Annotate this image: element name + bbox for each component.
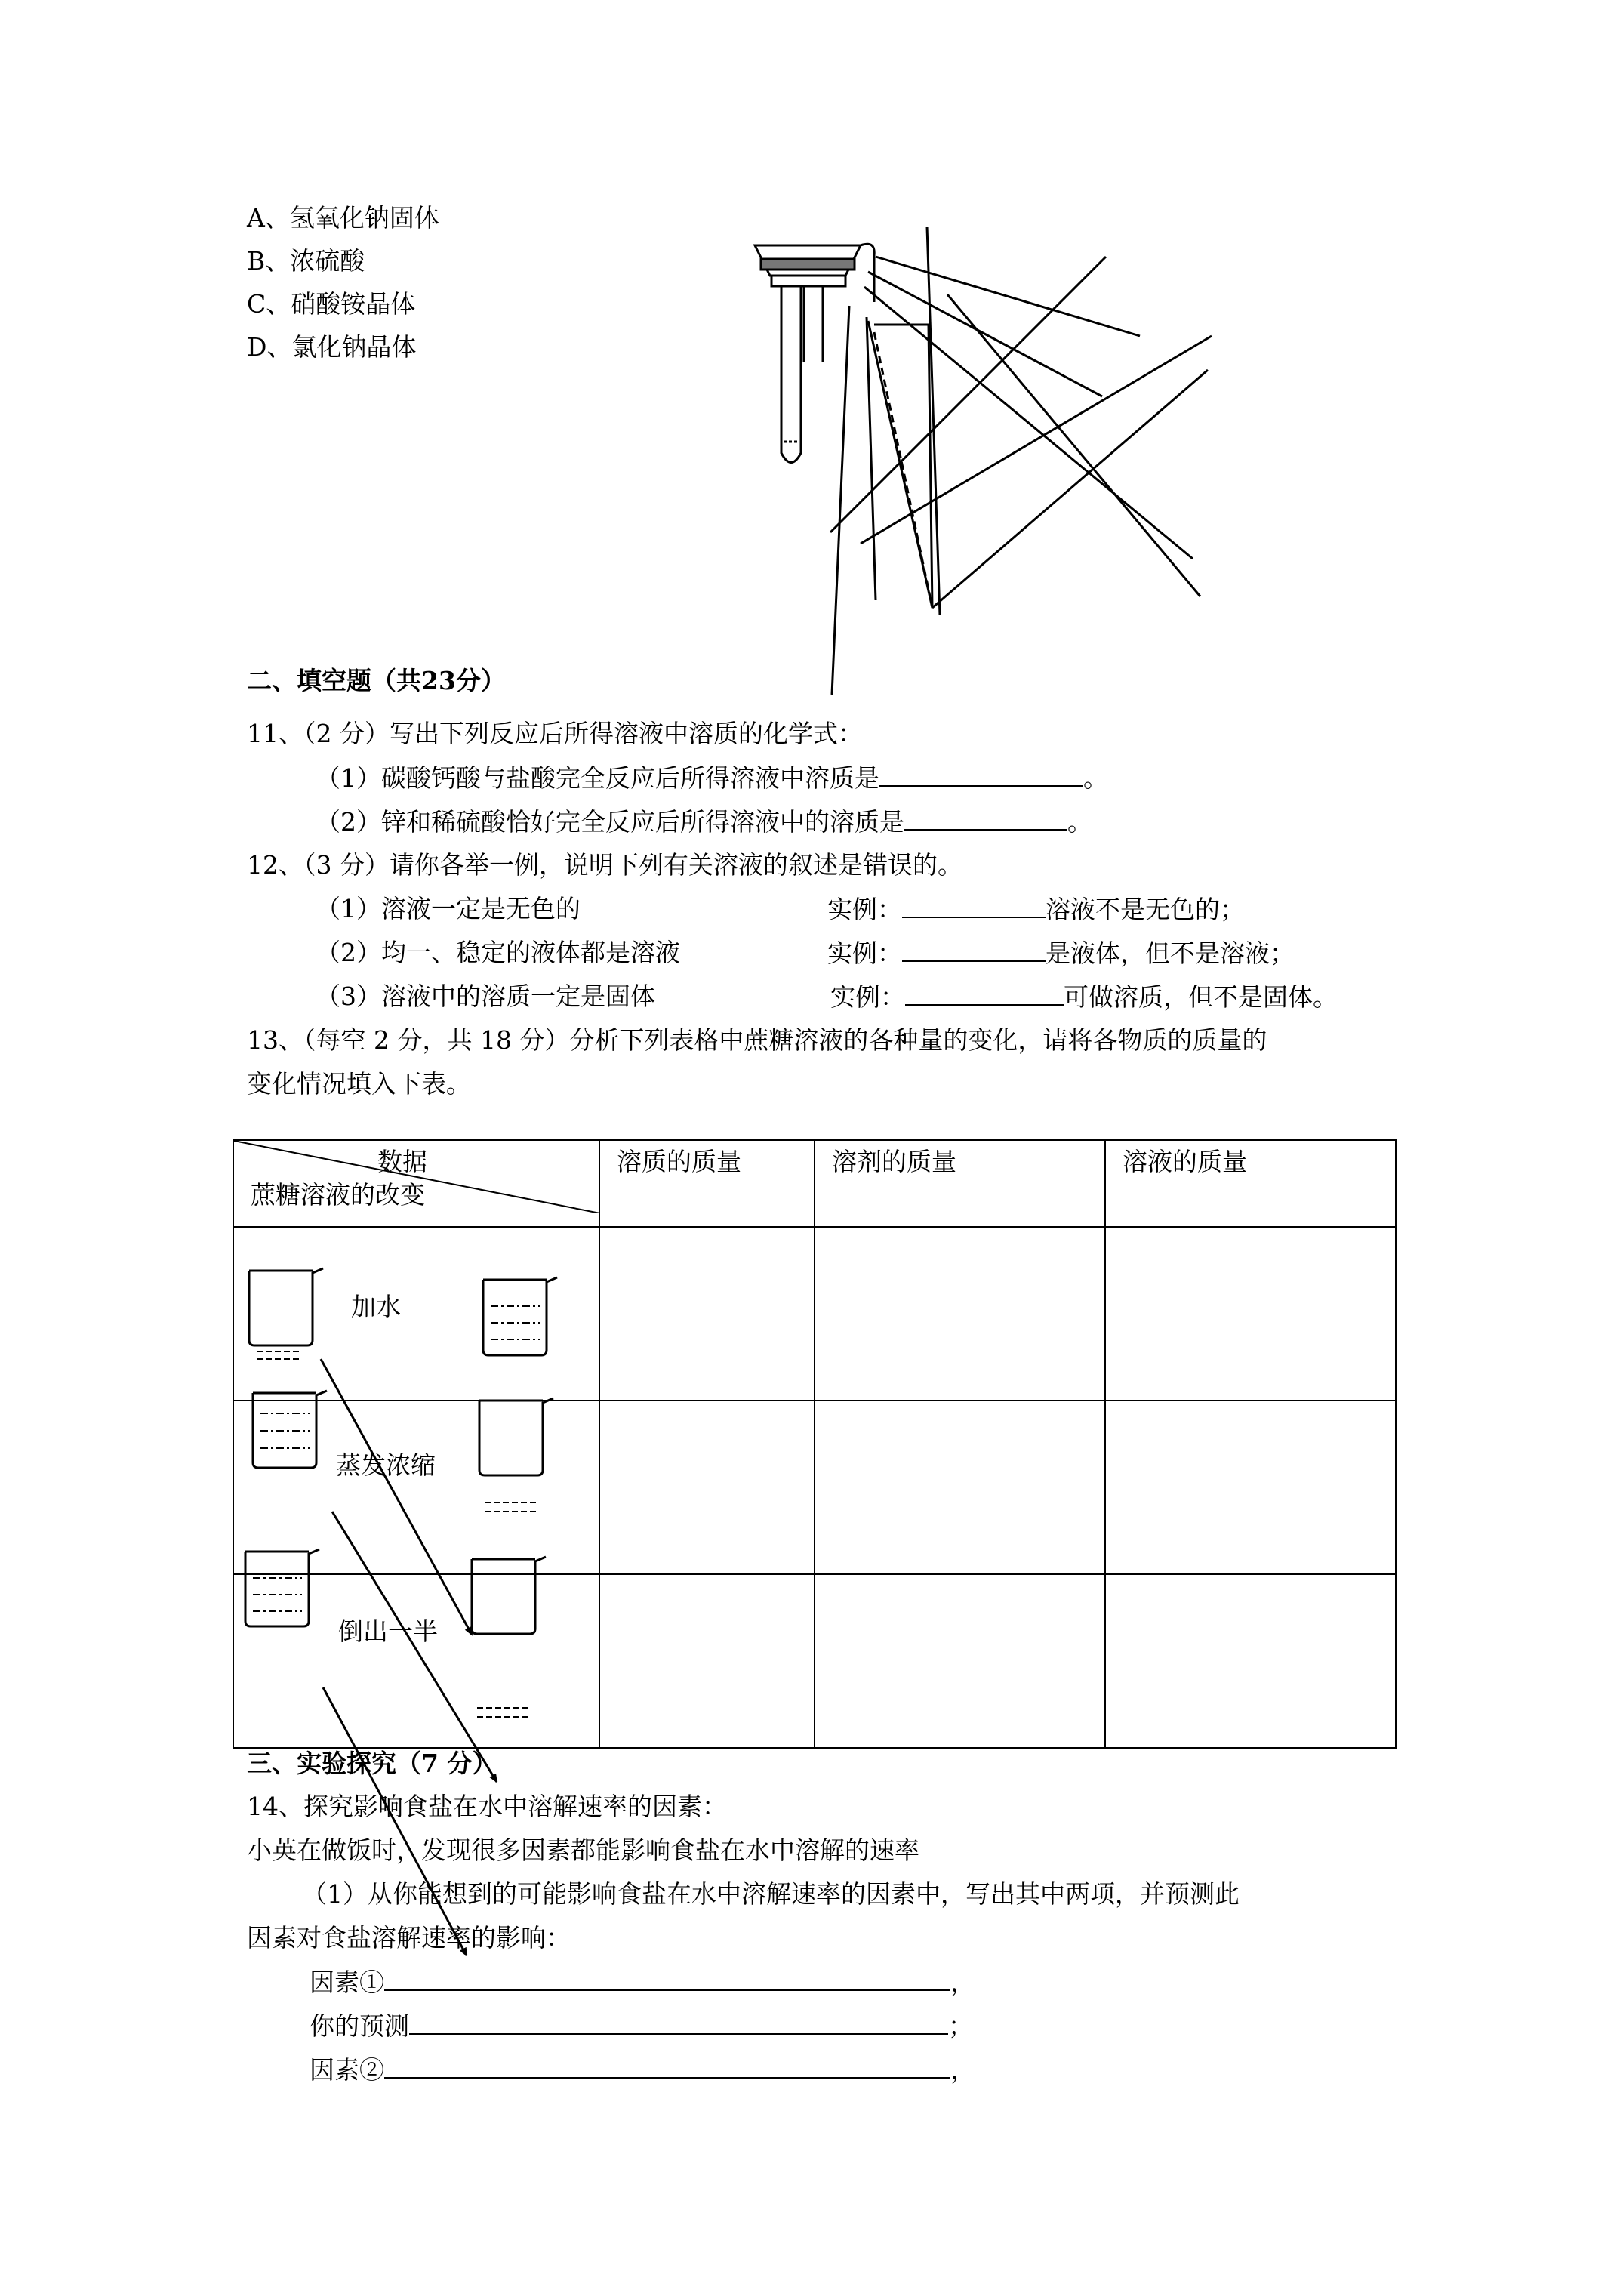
q14-sub1-line2: 因素对食盐溶解速率的影响： [247, 1923, 571, 1952]
q12-stem: 12、（3 分）请你各举一例，说明下列有关溶液的叙述是错误的。 [247, 850, 962, 880]
fill-factor-2-label: 因素② [310, 2055, 384, 2085]
q11-sub2-text: （2）锌和稀硫酸恰好完全反应后所得溶液中的溶质是 [316, 807, 904, 837]
fill-prediction-input[interactable] [409, 2011, 948, 2035]
fill-factor-1-end: ， [950, 1968, 975, 1997]
option-c: C、硝酸铵晶体 [247, 289, 416, 319]
section2-title: 二、填空题（共23分） [247, 666, 506, 695]
q13-line2: 变化情况填入下表。 [247, 1069, 471, 1099]
header-change-label: 蔗糖溶液的改变 [251, 1180, 425, 1210]
option-a: A、氢氧化钠固体 [247, 203, 439, 233]
fill-factor-2 [310, 2054, 975, 2085]
beaker-icon [249, 1268, 323, 1359]
fill-prediction [310, 2011, 973, 2042]
q12-item2-claim: （2）均一、稳定的液体都是溶液 [316, 938, 680, 967]
beaker-icon [253, 1391, 327, 1468]
fill-prediction-label: 你的预测 [310, 2011, 409, 2041]
q12-item2-suffix: 是液体，但不是溶液； [1046, 938, 1295, 968]
q12-item3-claim: （3）溶液中的溶质一定是固体 [316, 982, 655, 1011]
beaker-icon [483, 1277, 557, 1355]
section3-title: 三、实验探究（7 分） [247, 1749, 497, 1778]
q11-sub1-end: 。 [1083, 763, 1108, 793]
q12-item1-suffix: 溶液不是无色的； [1046, 895, 1245, 924]
col-solute-mass: 溶质的质量 [599, 1140, 815, 1227]
fill-prediction-end: ； [948, 2011, 973, 2041]
fill-factor-1-input[interactable] [384, 1967, 950, 1991]
fill-factor-1 [310, 1967, 975, 1998]
beaker-icon [479, 1398, 553, 1512]
header-data-label: 数据 [377, 1147, 427, 1176]
q11-stem: 11、（2 分）写出下列反应后所得溶液中溶质的化学式： [247, 719, 863, 748]
row-label-evaporate: 蒸发浓缩 [336, 1450, 436, 1481]
fill-factor-2-input[interactable] [384, 2054, 950, 2079]
q12-item3-suffix: 可做溶质，但不是固体。 [1064, 982, 1338, 1012]
beaker-icon [472, 1557, 546, 1717]
col-solvent-mass: 溶剂的质量 [815, 1140, 1105, 1227]
row-label-pour-half: 倒出一半 [338, 1616, 438, 1647]
q14-sub1-line1: （1）从你能想到的可能影响食盐在水中溶解速率的因素中，写出其中两项，并预测此 [302, 1879, 1240, 1909]
q11-sub1-text: （1）碳酸钙酸与盐酸完全反应后所得溶液中溶质是 [316, 763, 879, 793]
q11-sub2-end: 。 [1067, 807, 1092, 837]
beaker-icon [245, 1549, 319, 1626]
fill-factor-1-label: 因素① [310, 1968, 384, 1997]
q14-intro: 小英在做饭时，发现很多因素都能影响食盐在水中溶解的速率 [247, 1835, 919, 1865]
q14-title: 14、探究影响食盐在水中溶解速率的因素： [247, 1792, 727, 1821]
option-d: D、氯化钠晶体 [247, 332, 417, 362]
option-b: B、浓硫酸 [247, 246, 365, 276]
q12-item2-prefix: 实例： [827, 938, 902, 968]
q12-item3-prefix: 实例： [830, 982, 905, 1012]
q12-item1-claim: （1）溶液一定是无色的 [316, 894, 581, 923]
fill-factor-2-end: ， [950, 2055, 975, 2085]
q13-line1: 13、（每空 2 分，共 18 分）分析下列表格中蔗糖溶液的各种量的变化，请将各物质的质量的 [247, 1025, 1267, 1055]
col-solution-mass: 溶液的质量 [1105, 1140, 1396, 1227]
q12-item1-prefix: 实例： [827, 895, 902, 924]
row-label-add-water: 加水 [351, 1292, 401, 1322]
